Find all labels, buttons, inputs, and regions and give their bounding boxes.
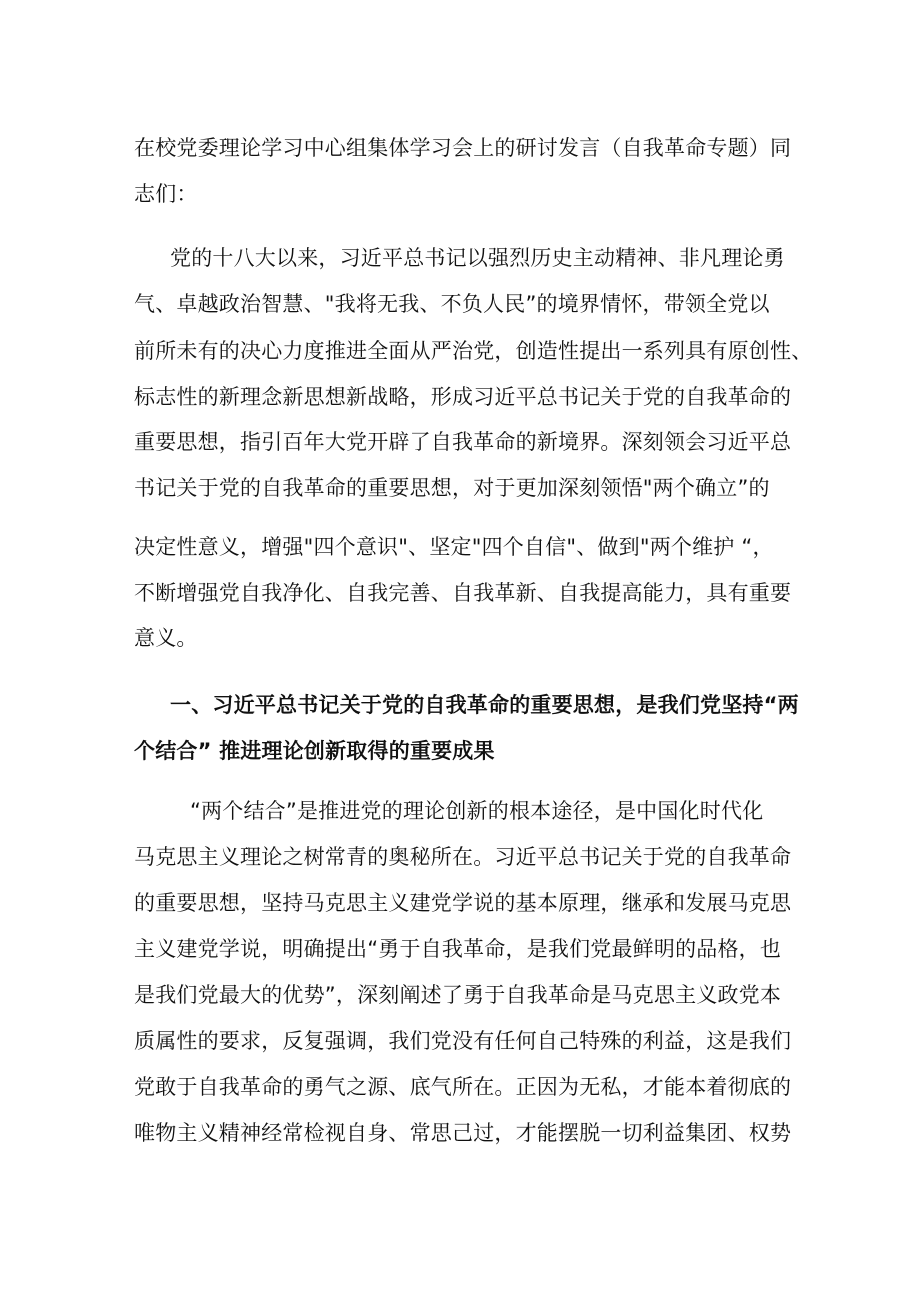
para2-line-7: 党敢于自我革命的勇气之源、底气所在。正因为无私，才能本着彻底的 xyxy=(134,1075,792,1099)
heading1-line-1: 一、习近平总书记关于党的自我革命的重要思想，是我们党坚持“两 xyxy=(170,693,799,717)
para2-line-6: 质属性的要求，反复强调，我们党没有任何自己特殊的利益，这是我们 xyxy=(134,1029,792,1053)
heading1-line-2: 个结合” 推进理论创新取得的重要成果 xyxy=(134,739,495,763)
para2-line-3: 的重要思想，坚持马克思主义建党学说的基本原理，继承和发展马克思 xyxy=(134,891,792,915)
para1-line-6: 书记关于党的自我革命的重要思想，对于更加深刻领悟"两个确立”的 xyxy=(134,476,770,500)
title-line-2: 志们： xyxy=(134,182,198,206)
para1-line-3: 前所未有的决心力度推进全面从严治党，创造性提出一系列具有原创性、 xyxy=(134,339,813,363)
para2-line-4: 主义建党学说，明确提出“勇于自我革命，是我们党最鲜明的品格，也 xyxy=(134,937,782,961)
para2-line-5: 是我们党最大的优势”，深刻阐述了勇于自我革命是马克思主义政党本 xyxy=(134,983,782,1007)
para2-line-1: “两个结合”是推进党的理论创新的根本途径，是中国化时代化 xyxy=(190,799,764,823)
title-line-1: 在校党委理论学习中心组集体学习会上的研讨发言（自我革命专题）同 xyxy=(134,136,792,160)
para1-line-4: 标志性的新理念新思想新战略，形成习近平总书记关于党的自我革命的 xyxy=(134,385,792,409)
para1-line-7: 决定性意义，增强"四个意识"、坚定"四个自信"、做到"两个维护 “， xyxy=(134,535,774,559)
para1-line-2: 气、卓越政治智慧、"我将无我、不负人民”的境界情怀，带领全党以 xyxy=(134,292,770,316)
para1-line-8: 不断增强党自我净化、自我完善、自我革新、自我提高能力，具有重要 xyxy=(134,581,792,605)
para2-line-8: 唯物主义精神经常检视自身、常思己过，才能摆脱一切利益集团、权势 xyxy=(134,1121,792,1145)
para2-line-2: 马克思主义理论之树常青的奥秘所在。习近平总书记关于党的自我革命 xyxy=(134,845,792,869)
para1-line-5: 重要思想，指引百年大党开辟了自我革命的新境界。深刻领会习近平总 xyxy=(134,430,792,454)
para1-line-9: 意义。 xyxy=(134,626,198,650)
para1-line-1: 党的十八大以来，习近平总书记以强烈历史主动精神、非凡理论勇 xyxy=(170,246,785,270)
